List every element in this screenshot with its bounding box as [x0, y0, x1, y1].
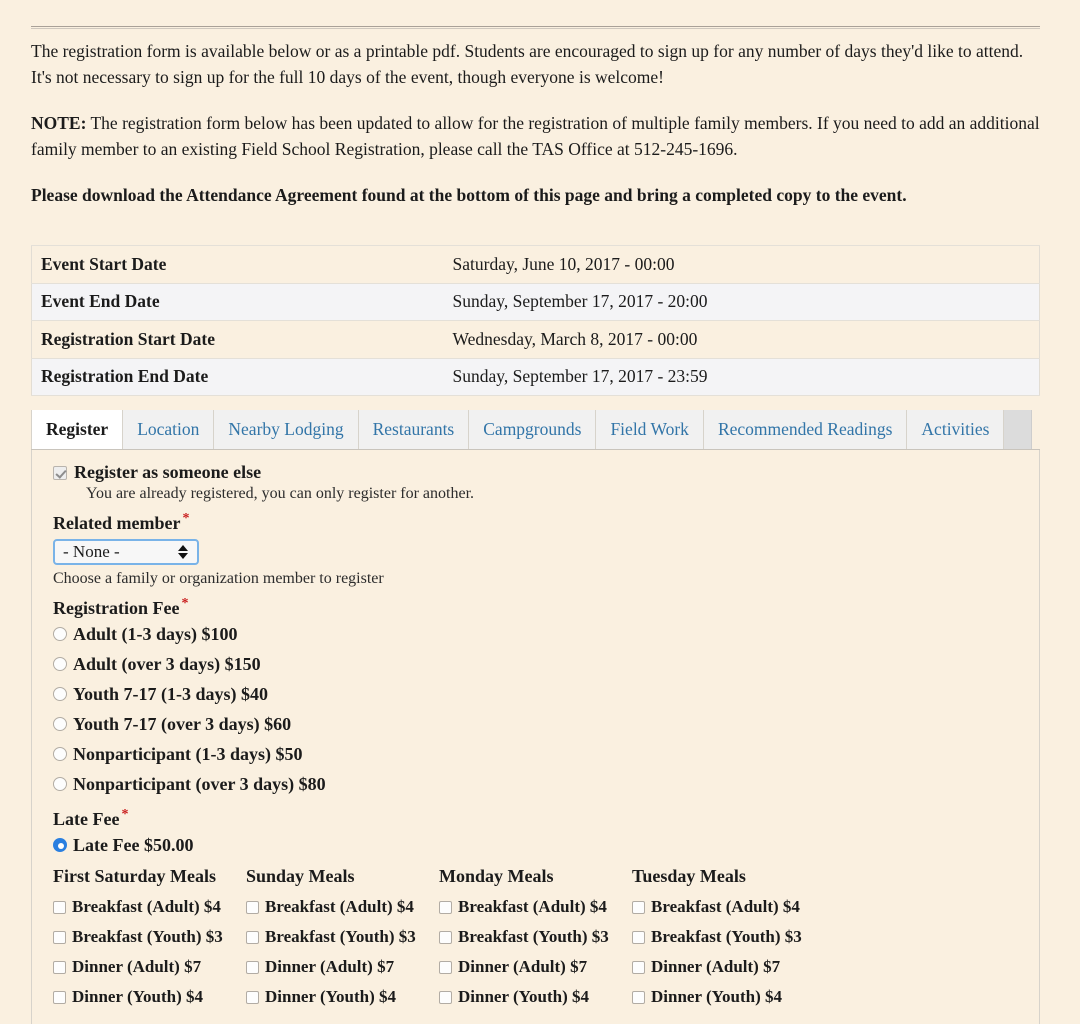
meals-column-tuesday	[632, 866, 825, 1012]
meals-column-first-saturday	[53, 866, 246, 1012]
radio-label: Nonparticipant (1-3 days) $50	[73, 743, 303, 764]
meal-label: Breakfast (Adult) $4	[651, 897, 800, 916]
radio-label: Youth 7-17 (1-3 days) $40	[73, 683, 269, 704]
radio-label: Youth 7-17 (over 3 days) $60	[73, 713, 292, 734]
meal-label: Breakfast (Adult) $4	[265, 897, 414, 916]
radio-icon[interactable]	[53, 747, 67, 761]
radio-label: Late Fee $50.00	[73, 834, 194, 855]
meal-checkbox-row[interactable]	[53, 922, 246, 952]
radio-icon[interactable]	[53, 777, 67, 791]
tab-register[interactable]: Register	[31, 410, 123, 449]
radio-option-youth-1-3-days[interactable]	[53, 679, 1039, 709]
checkbox-icon[interactable]	[439, 991, 452, 1004]
tab-nearby-lodging[interactable]: Nearby Lodging	[214, 410, 358, 449]
meal-label: Dinner (Adult) $7	[458, 957, 588, 976]
required-marker-icon: *	[121, 807, 129, 822]
intro-prose	[31, 38, 1041, 228]
table-row	[32, 321, 1040, 359]
table-row	[32, 283, 1040, 321]
table-row	[32, 246, 1040, 284]
radio-option-youth-over-3-days[interactable]	[53, 709, 1039, 739]
checkbox-icon[interactable]	[53, 466, 67, 480]
tab-bar	[31, 410, 1040, 450]
radio-label: Nonparticipant (over 3 days) $80	[73, 773, 326, 794]
tab-activities[interactable]: Activities	[907, 410, 1004, 449]
intro-paragraph: The registration form is available below or as a printable pdf. Students are encouraged to sign up for any number of days they'd like to attend. It's not necessary to sign up for the full 10 days of the event, though everyone is welcome!	[31, 41, 1024, 87]
meal-checkbox-row[interactable]	[246, 952, 439, 982]
radio-icon[interactable]	[53, 657, 67, 671]
table-row	[32, 358, 1040, 396]
checkbox-icon[interactable]	[632, 961, 645, 974]
meal-label: Dinner (Youth) $4	[651, 987, 782, 1006]
meal-checkbox-row[interactable]	[439, 922, 632, 952]
row-value: Wednesday, March 8, 2017 - 00:00	[444, 321, 1040, 359]
checkbox-icon[interactable]	[439, 901, 452, 914]
radio-icon[interactable]	[53, 717, 67, 731]
meal-checkbox-row[interactable]	[246, 892, 439, 922]
checkbox-icon[interactable]	[246, 961, 259, 974]
checkbox-icon[interactable]	[246, 901, 259, 914]
register-as-someone-else-label: Register as someone else	[74, 462, 262, 482]
checkbox-icon[interactable]	[439, 931, 452, 944]
checkbox-icon[interactable]	[53, 901, 66, 914]
row-value: Sunday, September 17, 2017 - 20:00	[444, 283, 1040, 321]
meal-label: Dinner (Adult) $7	[72, 957, 202, 976]
checkbox-icon[interactable]	[439, 961, 452, 974]
tab-restaurants[interactable]: Restaurants	[359, 410, 470, 449]
registration-fee-label-text: Registration Fee	[53, 598, 180, 618]
radio-option-adult-over-3-days[interactable]	[53, 649, 1039, 679]
radio-label: Adult (1-3 days) $100	[73, 623, 238, 644]
meals-section	[53, 866, 1039, 1012]
meal-checkbox-row[interactable]	[439, 892, 632, 922]
meal-label: Dinner (Youth) $4	[458, 987, 589, 1006]
meal-checkbox-row[interactable]	[439, 982, 632, 1012]
tab-recommended-readings[interactable]: Recommended Readings	[704, 410, 907, 449]
registration-fee-label	[53, 596, 1039, 619]
checkbox-icon[interactable]	[53, 961, 66, 974]
chevron-updown-icon	[178, 545, 188, 559]
meal-label: Dinner (Youth) $4	[265, 987, 396, 1006]
meal-checkbox-row[interactable]	[632, 892, 825, 922]
event-info-table	[31, 245, 1040, 396]
meal-label: Breakfast (Youth) $3	[458, 927, 609, 946]
meal-checkbox-row[interactable]	[246, 982, 439, 1012]
radio-option-nonparticipant-over-3-days[interactable]	[53, 769, 1039, 799]
download-notice: Please download the Attendance Agreement found at the bottom of this page and bring a completed copy to the event.	[31, 185, 907, 205]
event-info-table-body	[32, 246, 1040, 396]
checkbox-icon[interactable]	[53, 931, 66, 944]
meal-checkbox-row[interactable]	[53, 952, 246, 982]
meal-checkbox-row[interactable]	[53, 982, 246, 1012]
related-member-selected-value: - None -	[63, 542, 120, 561]
tab-location[interactable]: Location	[123, 410, 214, 449]
checkbox-icon[interactable]	[246, 991, 259, 1004]
related-member-label	[53, 511, 1039, 534]
meal-label: Breakfast (Adult) $4	[458, 897, 607, 916]
row-label: Event Start Date	[32, 246, 444, 284]
radio-icon[interactable]	[53, 627, 67, 641]
note-paragraph	[31, 110, 1041, 162]
meal-checkbox-row[interactable]	[632, 952, 825, 982]
row-label: Registration Start Date	[32, 321, 444, 359]
meal-checkbox-row[interactable]	[439, 952, 632, 982]
checkbox-icon[interactable]	[632, 991, 645, 1004]
related-member-help: Choose a family or organization member to register	[53, 570, 384, 587]
meal-label: Dinner (Adult) $7	[265, 957, 395, 976]
row-value: Saturday, June 10, 2017 - 00:00	[444, 246, 1040, 284]
row-value: Sunday, September 17, 2017 - 23:59	[444, 358, 1040, 396]
meals-column-header: Tuesday Meals	[632, 866, 746, 886]
related-member-select[interactable]	[53, 539, 199, 565]
note-body: The registration form below has been updated to allow for the registration of multiple family members. If you need to add an additional family member to an existing Field School Registration, please call the TAS Office at 512-245-1696.	[31, 113, 1040, 159]
meals-column-header: First Saturday Meals	[53, 866, 216, 886]
meals-columns-row	[53, 866, 1039, 1012]
related-member-label-text: Related member	[53, 513, 181, 533]
radio-icon-selected[interactable]	[53, 838, 67, 852]
checkbox-icon[interactable]	[632, 931, 645, 944]
radio-option-adult-1-3-days[interactable]	[53, 619, 1039, 649]
note-label: NOTE:	[31, 113, 87, 133]
radio-icon[interactable]	[53, 687, 67, 701]
meals-column-sunday	[246, 866, 439, 1012]
horizontal-rule	[31, 26, 1040, 29]
register-as-someone-else-row[interactable]	[53, 462, 1039, 483]
meals-column-monday	[439, 866, 632, 1012]
radio-label: Adult (over 3 days) $150	[73, 653, 261, 674]
meal-label: Dinner (Adult) $7	[651, 957, 781, 976]
row-label: Registration End Date	[32, 358, 444, 396]
late-fee-label	[53, 807, 1039, 830]
meal-label: Breakfast (Youth) $3	[265, 927, 416, 946]
meal-label: Breakfast (Youth) $3	[72, 927, 223, 946]
meal-checkbox-row[interactable]	[632, 982, 825, 1012]
tab-campgrounds[interactable]: Campgrounds	[469, 410, 596, 449]
register-as-someone-else-help: You are already registered, you can only register for another.	[86, 485, 475, 502]
radio-option-nonparticipant-1-3-days[interactable]	[53, 739, 1039, 769]
late-fee-label-text: Late Fee	[53, 809, 120, 829]
register-tab-panel	[31, 450, 1040, 1024]
tab-overflow-stub[interactable]	[1004, 410, 1032, 449]
meals-column-header: Monday Meals	[439, 866, 554, 886]
required-marker-icon: *	[182, 511, 190, 526]
checkbox-icon[interactable]	[246, 931, 259, 944]
meal-label: Dinner (Youth) $4	[72, 987, 203, 1006]
radio-option-late-fee[interactable]	[53, 830, 1039, 860]
required-marker-icon: *	[181, 596, 189, 611]
checkbox-icon[interactable]	[53, 991, 66, 1004]
tab-field-work[interactable]: Field Work	[596, 410, 703, 449]
meal-label: Breakfast (Adult) $4	[72, 897, 221, 916]
meal-label: Breakfast (Youth) $3	[651, 927, 802, 946]
meal-checkbox-row[interactable]	[53, 892, 246, 922]
checkbox-icon[interactable]	[632, 901, 645, 914]
meals-column-header: Sunday Meals	[246, 866, 355, 886]
meal-checkbox-row[interactable]	[632, 922, 825, 952]
meal-checkbox-row[interactable]	[246, 922, 439, 952]
row-label: Event End Date	[32, 283, 444, 321]
